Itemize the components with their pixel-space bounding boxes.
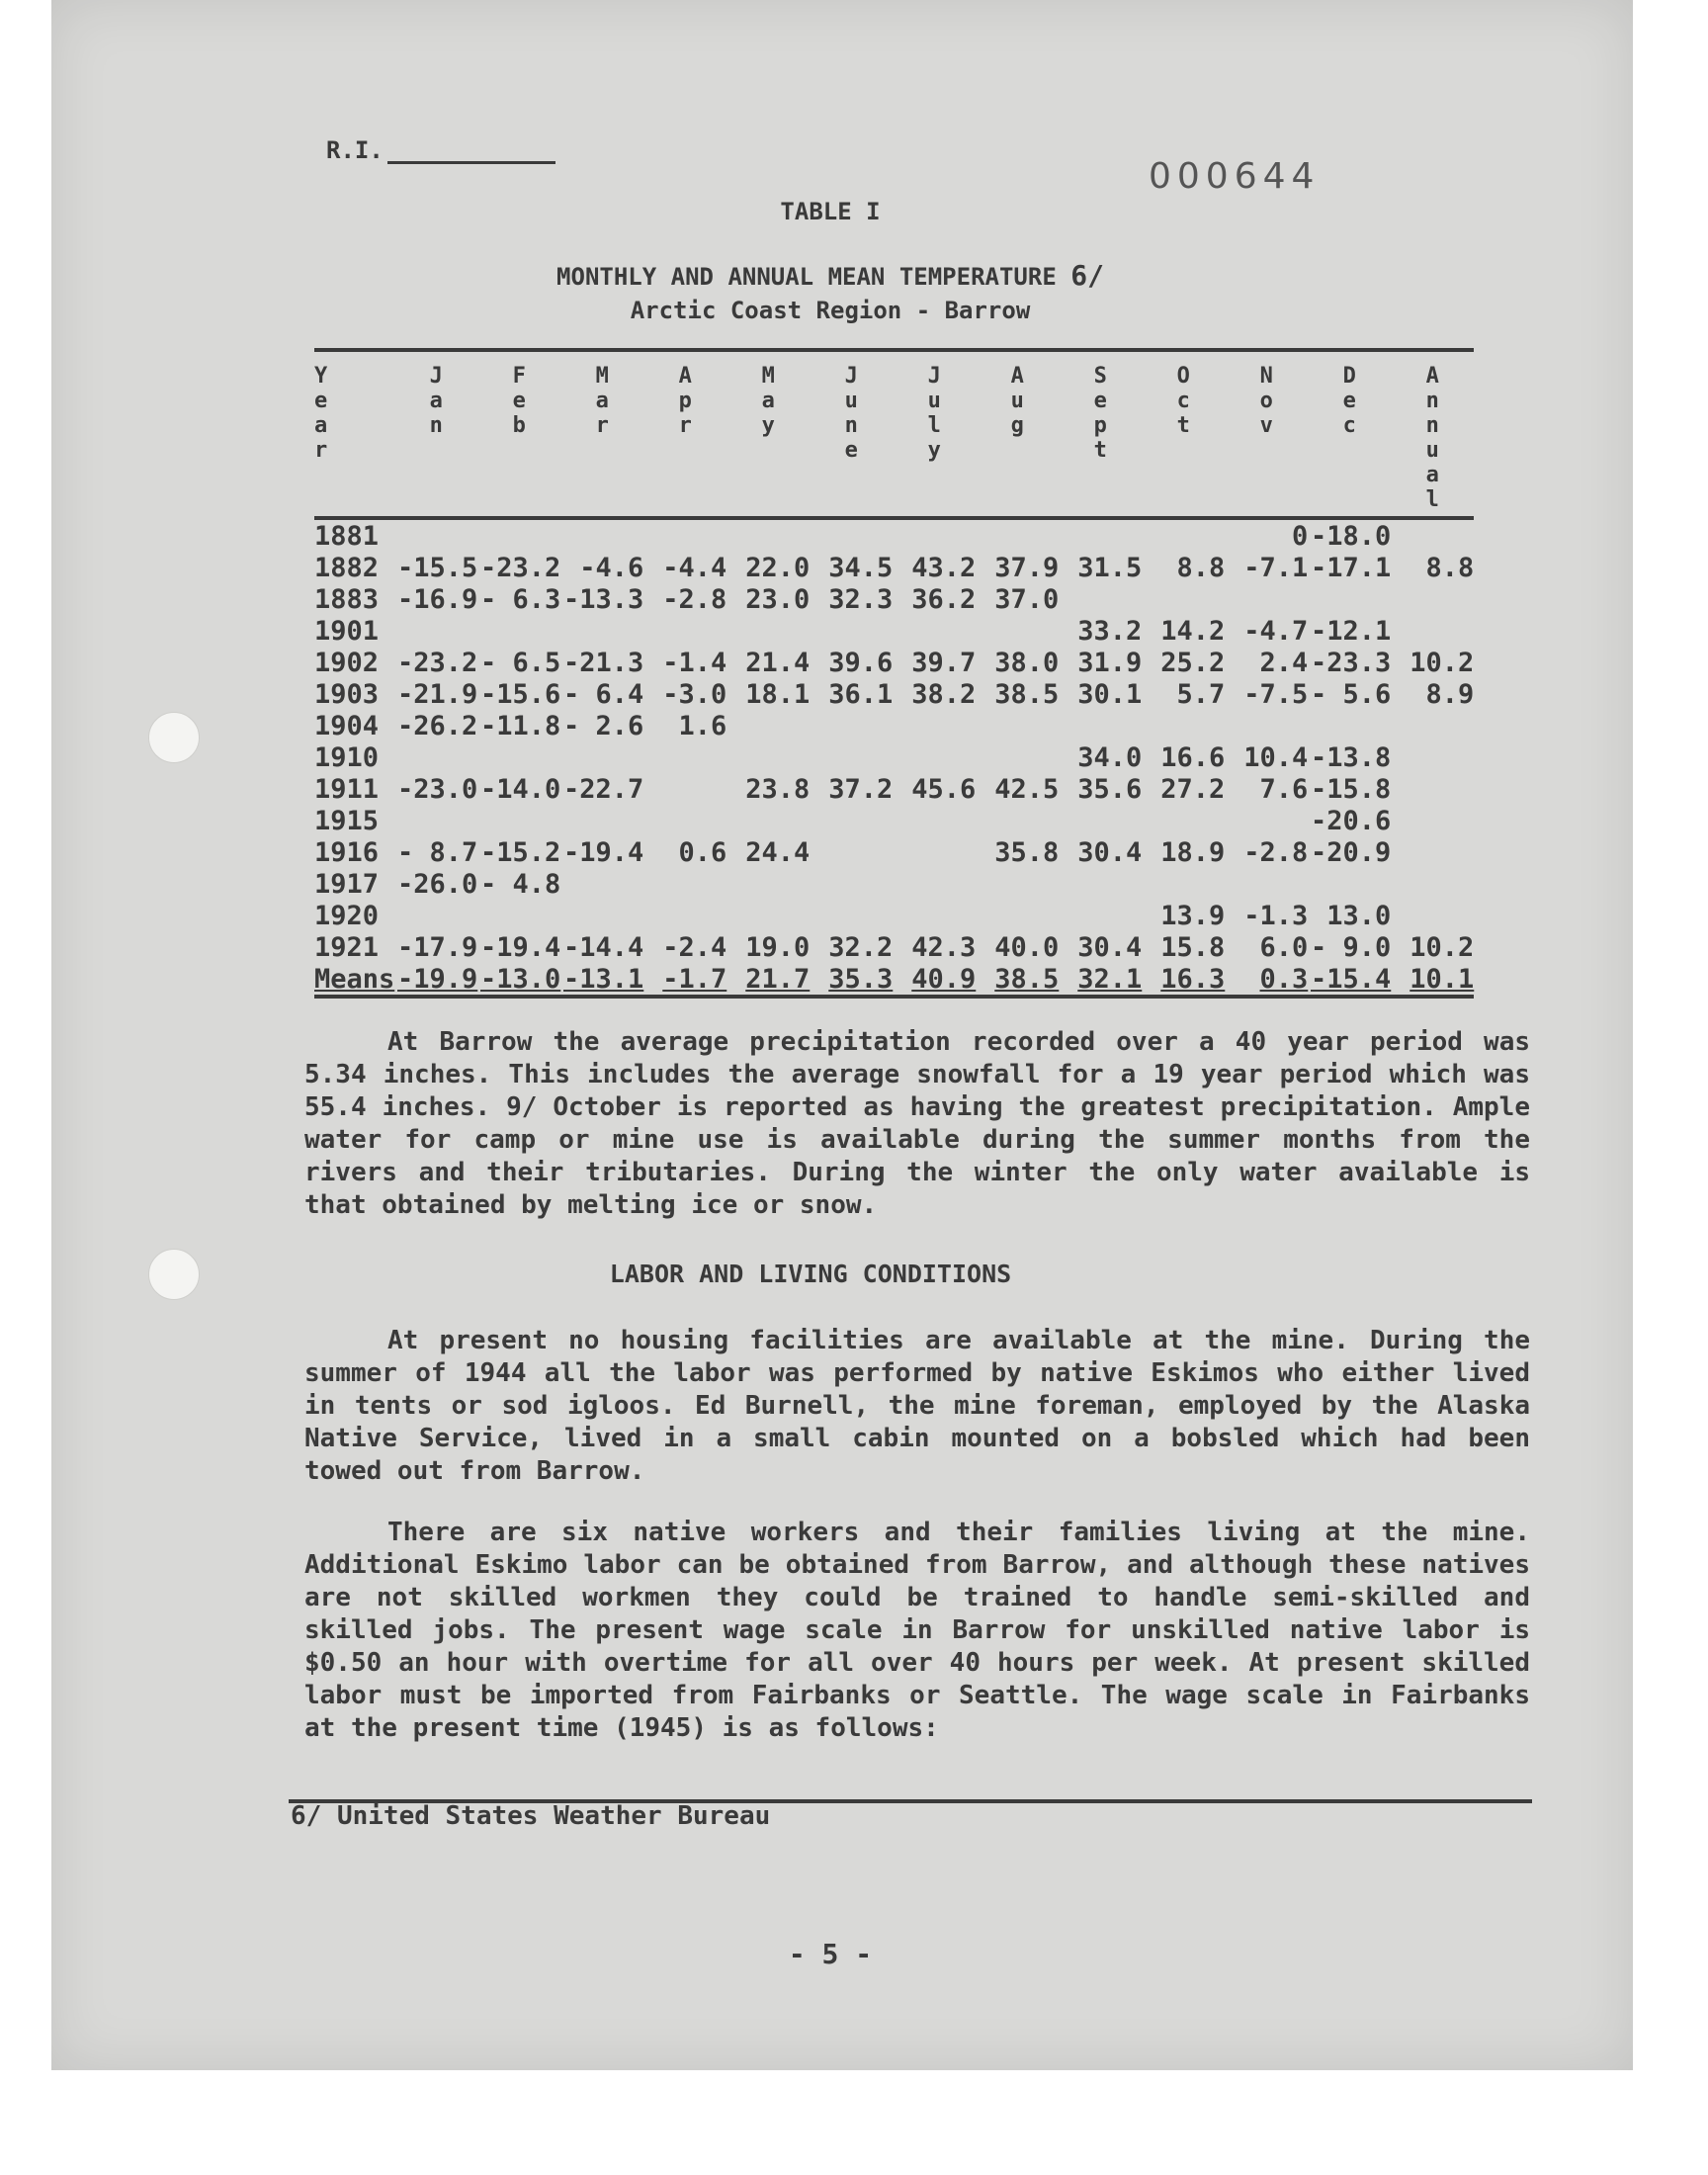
table-cell <box>643 615 726 647</box>
housing-paragraph: At present no housing facilities are available at the mine. During the summer of 1944 all the labor was performed by native Eskimos who either lived in tents or sod igloos. Ed Burnell, the mine foreman, employed by the Alaska Native Service, lived in a small cabin mounted on a bobsled which had been towed out from Barrow. <box>304 1326 1530 1486</box>
table-cell: 32.1 <box>1059 963 1142 997</box>
row-label: Means <box>314 963 394 997</box>
table-row <box>314 741 1474 773</box>
table-cell: 16.6 <box>1160 741 1226 773</box>
table-cell: -26.2 <box>397 710 478 741</box>
table-cell <box>893 518 976 552</box>
punch-hole <box>148 712 200 763</box>
table-cell: 24.4 <box>745 836 811 868</box>
table-heading-footnote-mark: 6/ <box>1070 259 1104 292</box>
column-header: A u g <box>1010 364 1024 438</box>
table-cell <box>477 900 560 931</box>
table-cell: 37.9 <box>994 552 1060 583</box>
table-cell: -22.7 <box>563 773 644 805</box>
table-cell <box>1391 615 1474 647</box>
table-cell: 0.6 <box>678 836 727 868</box>
table-cell: 31.5 <box>1077 552 1143 583</box>
table-cell: 8.8 <box>1425 552 1475 583</box>
table-row <box>314 552 1474 583</box>
table-cell: -17.1 <box>1311 552 1392 583</box>
table-cell: -18.0 <box>1311 520 1392 552</box>
table-row <box>314 678 1474 710</box>
table-title: TABLE I <box>780 198 881 225</box>
table-cell: -23.2 <box>480 552 561 583</box>
table-cell <box>394 741 477 773</box>
table-cell: 21.4 <box>745 647 811 678</box>
table-heading <box>484 259 1176 327</box>
table-cell: -1.3 <box>1243 900 1309 931</box>
column-header: S e p t <box>1093 364 1107 463</box>
table-cell <box>1391 773 1474 805</box>
table-cell: -15.6 <box>480 678 561 710</box>
table-cell: 33.2 <box>1077 615 1143 647</box>
table-cell: -15.2 <box>480 836 561 868</box>
column-header: O c t <box>1176 364 1190 438</box>
column-header: D e c <box>1342 364 1356 438</box>
row-label: 1882 <box>314 552 380 583</box>
table-cell: 38.5 <box>994 678 1060 710</box>
table-cell <box>976 615 1059 647</box>
table-row <box>314 615 1474 647</box>
table-cell <box>1225 583 1308 615</box>
table-cell: -4.6 <box>579 552 644 583</box>
table-cell <box>1391 518 1474 552</box>
table-cell: 37.0 <box>994 583 1060 615</box>
table-cell: 5.7 <box>1176 678 1226 710</box>
table-cell: -4.4 <box>662 552 727 583</box>
table-cell <box>1225 805 1308 836</box>
table-cell <box>560 868 643 900</box>
table-cell <box>810 900 893 931</box>
column-header: M a y <box>761 364 775 438</box>
table-cell: 39.7 <box>911 647 977 678</box>
table-cell: 31.9 <box>1077 647 1143 678</box>
table-cell: 38.5 <box>976 963 1059 997</box>
table-cell <box>726 805 810 836</box>
table-cell: -19.4 <box>563 836 644 868</box>
table-cell <box>477 518 560 552</box>
table-cell: 32.2 <box>828 931 894 963</box>
table-cell: 45.6 <box>911 773 977 805</box>
document-number-stamp: 000644 <box>1149 156 1321 197</box>
table-cell: -15.5 <box>397 552 478 583</box>
table-cell <box>1225 710 1308 741</box>
ri-blank-line <box>387 139 555 164</box>
table-cell <box>810 868 893 900</box>
table-cell: 2.4 <box>1259 647 1309 678</box>
table-cell: -23.0 <box>397 773 478 805</box>
table-cell: -14.0 <box>480 773 561 805</box>
table-cell: -2.8 <box>662 583 727 615</box>
table-cell: -11.8 <box>480 710 561 741</box>
column-header: J a n <box>429 364 443 438</box>
table-cell: 30.4 <box>1077 836 1143 868</box>
punch-hole <box>148 1249 200 1300</box>
table-cell: -1.7 <box>643 963 726 997</box>
table-row <box>314 805 1474 836</box>
table-cell <box>477 741 560 773</box>
table-row <box>314 868 1474 900</box>
table-cell: -4.7 <box>1243 615 1309 647</box>
table-cell: 18.1 <box>745 678 811 710</box>
table-cell: -13.1 <box>560 963 643 997</box>
row-label: 1883 <box>314 583 380 615</box>
table-cell: 43.2 <box>911 552 977 583</box>
table-cell: -7.1 <box>1243 552 1309 583</box>
table-cell: -12.1 <box>1311 615 1392 647</box>
table-cell <box>726 900 810 931</box>
table-row <box>314 931 1474 963</box>
table-cell <box>810 741 893 773</box>
column-header: J u l y <box>927 364 941 463</box>
table-row <box>314 773 1474 805</box>
table-cell: 8.9 <box>1425 678 1475 710</box>
table-cell: 38.2 <box>911 678 977 710</box>
table-cell <box>810 805 893 836</box>
temperature-table <box>314 348 1474 999</box>
table-cell <box>1059 805 1142 836</box>
table-cell <box>1391 805 1474 836</box>
table-cell: - 6.5 <box>480 647 561 678</box>
table-cell: 18.9 <box>1160 836 1226 868</box>
row-label: 1916 <box>314 836 380 868</box>
section-heading: LABOR AND LIVING CONDITIONS <box>609 1260 1012 1288</box>
table-cell: - 8.7 <box>397 836 478 868</box>
table-cell: -20.6 <box>1311 805 1392 836</box>
table-cell <box>477 615 560 647</box>
table-cell <box>976 868 1059 900</box>
table-cell <box>560 805 643 836</box>
table-cell: - 9.0 <box>1311 931 1392 963</box>
table-cell <box>726 741 810 773</box>
table-cell: 36.1 <box>828 678 894 710</box>
table-cell <box>810 710 893 741</box>
table-cell: 13.0 <box>1326 900 1392 931</box>
table-cell <box>726 518 810 552</box>
table-header-row <box>314 350 1474 518</box>
table-cell <box>893 836 976 868</box>
column-header: M a r <box>595 364 609 438</box>
table-cell: 30.1 <box>1077 678 1143 710</box>
table-cell <box>643 773 726 805</box>
table-cell: 34.0 <box>1077 741 1143 773</box>
table-cell <box>810 615 893 647</box>
table-cell: - 5.6 <box>1311 678 1392 710</box>
table-cell: 35.3 <box>810 963 893 997</box>
row-label: 1911 <box>314 773 380 805</box>
table-heading-line1: MONTHLY AND ANNUAL MEAN TEMPERATURE <box>556 263 1057 291</box>
table-cell <box>976 518 1059 552</box>
table-row <box>314 647 1474 678</box>
page-number: - 5 - <box>788 1938 873 1970</box>
column-header: A p r <box>678 364 692 438</box>
table-cell: 21.7 <box>726 963 810 997</box>
table-cell: 13.9 <box>1160 900 1226 931</box>
table-cell <box>560 615 643 647</box>
table-cell <box>893 741 976 773</box>
table-cell <box>1059 583 1142 615</box>
table-row <box>314 518 1474 552</box>
table-cell: 0.3 <box>1225 963 1308 997</box>
table-cell <box>976 741 1059 773</box>
column-header: J u n e <box>844 364 858 463</box>
table-cell <box>1391 583 1474 615</box>
footnote: 6/ United States Weather Bureau <box>291 1801 771 1831</box>
table-cell: 35.6 <box>1077 773 1143 805</box>
table-cell: -23.2 <box>397 647 478 678</box>
table-cell: -26.0 <box>397 868 478 900</box>
table-cell <box>1391 868 1474 900</box>
table-cell <box>643 805 726 836</box>
row-label: 1921 <box>314 931 380 963</box>
table-cell <box>560 741 643 773</box>
table-cell: -15.4 <box>1308 963 1391 997</box>
table-cell: -13.8 <box>1311 741 1392 773</box>
table-cell <box>560 518 643 552</box>
table-cell: -2.8 <box>1243 836 1309 868</box>
table-cell <box>1391 741 1474 773</box>
table-row <box>314 710 1474 741</box>
table-cell: 38.0 <box>994 647 1060 678</box>
table-cell <box>1391 900 1474 931</box>
table-cell <box>976 805 1059 836</box>
row-label: 1881 <box>314 520 380 552</box>
table-cell: 42.5 <box>994 773 1060 805</box>
table-cell: 22.0 <box>745 552 811 583</box>
table-cell: -21.3 <box>563 647 644 678</box>
table-cell <box>1059 710 1142 741</box>
table-body <box>314 518 1474 997</box>
table-cell <box>1391 710 1474 741</box>
table-cell: 23.0 <box>745 583 811 615</box>
table-cell: -16.9 <box>397 583 478 615</box>
table-cell <box>893 710 976 741</box>
table-cell <box>726 868 810 900</box>
table-cell: -17.9 <box>397 931 478 963</box>
table-cell <box>1059 900 1142 931</box>
table-cell <box>1308 583 1391 615</box>
table-row <box>314 583 1474 615</box>
table-cell <box>560 900 643 931</box>
table-cell <box>1059 868 1142 900</box>
table-cell: -13.3 <box>563 583 644 615</box>
table-cell: 10.2 <box>1409 931 1475 963</box>
table-cell <box>1142 805 1225 836</box>
table-cell <box>810 518 893 552</box>
table-cell: 19.0 <box>745 931 811 963</box>
table-cell: 35.8 <box>994 836 1060 868</box>
table-cell: 8.8 <box>1176 552 1226 583</box>
table-cell: - 2.6 <box>563 710 644 741</box>
table-cell: 7.6 <box>1259 773 1309 805</box>
table-cell <box>1142 868 1225 900</box>
table-heading-line2: Arctic Coast Region - Barrow <box>630 297 1031 324</box>
table-cell <box>1391 836 1474 868</box>
column-header: Y e a r <box>314 364 328 463</box>
table-cell <box>394 518 477 552</box>
table-cell <box>1225 868 1308 900</box>
column-header: A n n u a l <box>1425 364 1439 512</box>
table-cell: -19.4 <box>480 931 561 963</box>
table-cell: 25.2 <box>1160 647 1226 678</box>
table-cell: 1.6 <box>678 710 727 741</box>
table-cell <box>726 615 810 647</box>
row-label: 1915 <box>314 805 380 836</box>
table-cell <box>893 805 976 836</box>
table-cell <box>643 900 726 931</box>
table-cell: - 6.3 <box>480 583 561 615</box>
column-header: N o v <box>1259 364 1273 438</box>
table-cell <box>1308 868 1391 900</box>
table-cell: -2.4 <box>662 931 727 963</box>
table-cell: 40.0 <box>994 931 1060 963</box>
table-cell <box>643 518 726 552</box>
table-cell <box>477 805 560 836</box>
table-cell <box>893 868 976 900</box>
table-cell: 10.1 <box>1391 963 1474 997</box>
precipitation-paragraph: At Barrow the average precipitation recorded over a 40 year period was 5.34 inches. This includes the average snowfall for a 19 year period which was 55.4 inches. 9/ October is reported as having the greatest precipitation. Ample water for camp or mine use is available during the summer months from the rivers and their tributaries. During the winter the only water available is that obtained by melting ice or snow. <box>304 1027 1530 1220</box>
table-cell: -19.9 <box>394 963 477 997</box>
table-cell <box>893 900 976 931</box>
table-cell: -14.4 <box>563 931 644 963</box>
table-cell <box>1142 583 1225 615</box>
column-header: F e b <box>512 364 526 438</box>
table-cell: -3.0 <box>662 678 727 710</box>
table-cell: 36.2 <box>911 583 977 615</box>
row-label: 1920 <box>314 900 380 931</box>
table-cell: -15.8 <box>1311 773 1392 805</box>
table-cell <box>1142 518 1225 552</box>
table-cell: 39.6 <box>828 647 894 678</box>
row-label: 1917 <box>314 868 380 900</box>
table-cell <box>1059 518 1142 552</box>
row-label: 1902 <box>314 647 380 678</box>
table-row <box>314 963 1474 997</box>
labor-paragraph: There are six native workers and their families living at the mine. Additional Eskimo labor can be obtained from Barrow, and although these natives are not skilled workmen they could be trained to handle semi-skilled and skilled jobs. The present wage scale in Barrow for unskilled native labor is $0.50 an hour with overtime for all over 40 hours per week. At present skilled labor must be imported from Fairbanks or Seattle. The wage scale in Fairbanks at the present time (1945) is as follows: <box>304 1518 1530 1743</box>
table-cell: 10.2 <box>1409 647 1475 678</box>
row-label: 1904 <box>314 710 380 741</box>
table-cell: -23.3 <box>1311 647 1392 678</box>
table-cell: 40.9 <box>893 963 976 997</box>
table-cell: -20.9 <box>1311 836 1392 868</box>
table-row <box>314 836 1474 868</box>
table-cell: 27.2 <box>1160 773 1226 805</box>
table-cell <box>976 710 1059 741</box>
table-cell <box>1308 710 1391 741</box>
row-label: 1901 <box>314 615 380 647</box>
table-cell <box>394 805 477 836</box>
table-cell: -7.5 <box>1243 678 1309 710</box>
table-cell: 0 <box>1292 520 1309 552</box>
table-cell: 6.0 <box>1259 931 1309 963</box>
row-label: 1903 <box>314 678 380 710</box>
row-label: 1910 <box>314 741 380 773</box>
table-cell <box>643 741 726 773</box>
table-cell: 34.5 <box>828 552 894 583</box>
table-row <box>314 900 1474 931</box>
ri-field <box>326 136 555 164</box>
table-cell <box>643 868 726 900</box>
table-cell: - 6.4 <box>563 678 644 710</box>
table-cell: 10.4 <box>1243 741 1309 773</box>
table-cell <box>976 900 1059 931</box>
table-cell <box>394 900 477 931</box>
table-cell: 23.8 <box>745 773 811 805</box>
table-cell <box>810 836 893 868</box>
table-cell: 30.4 <box>1077 931 1143 963</box>
table-cell: 37.2 <box>828 773 894 805</box>
table-cell: 32.3 <box>828 583 894 615</box>
table-cell <box>726 710 810 741</box>
table-cell: - 4.8 <box>480 868 561 900</box>
table-cell: -1.4 <box>662 647 727 678</box>
table-cell: -21.9 <box>397 678 478 710</box>
table-cell: 42.3 <box>911 931 977 963</box>
table-cell <box>1142 710 1225 741</box>
table-cell: -13.0 <box>477 963 560 997</box>
table-cell: 15.8 <box>1160 931 1226 963</box>
table-cell: 16.3 <box>1142 963 1225 997</box>
ri-label: R.I. <box>326 136 384 164</box>
table-cell: 14.2 <box>1160 615 1226 647</box>
table-cell <box>893 615 976 647</box>
table-cell <box>394 615 477 647</box>
